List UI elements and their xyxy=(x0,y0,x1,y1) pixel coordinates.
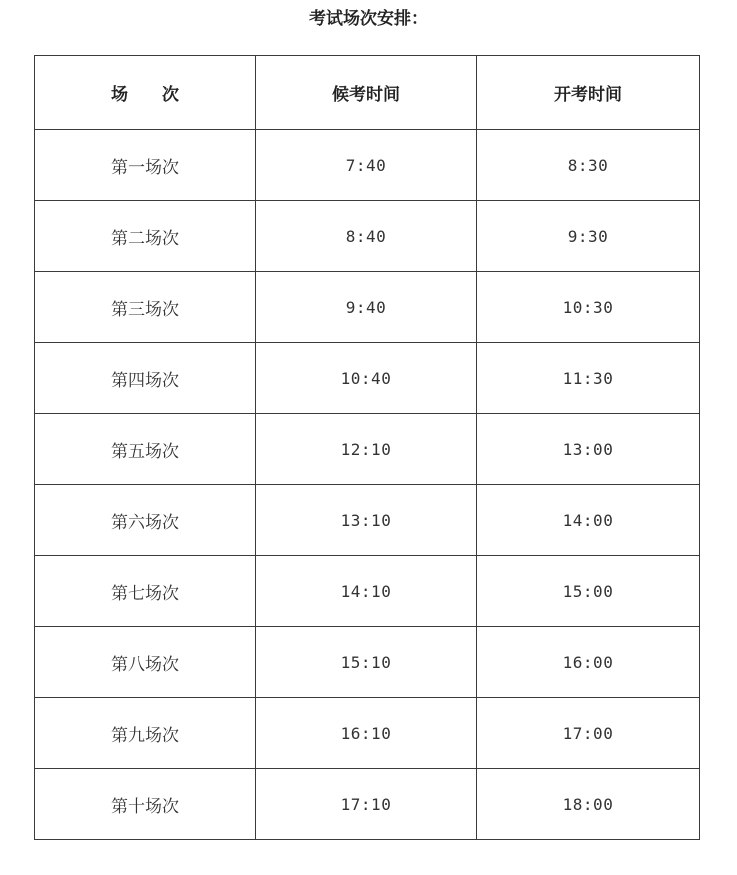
session-cell: 第六场次 xyxy=(35,485,256,556)
table-row xyxy=(35,556,700,627)
header-session-label: 场 次 xyxy=(111,85,179,105)
start-time-cell: 14:00 xyxy=(477,485,700,556)
table-row xyxy=(35,485,700,556)
header-start-time: 开考时间 xyxy=(477,56,700,130)
table-row xyxy=(35,272,700,343)
start-time-cell: 18:00 xyxy=(477,769,700,840)
table-row xyxy=(35,769,700,840)
header-waiting-time: 候考时间 xyxy=(256,56,477,130)
start-time-cell: 11:30 xyxy=(477,343,700,414)
session-cell: 第一场次 xyxy=(35,130,256,201)
session-cell: 第十场次 xyxy=(35,769,256,840)
start-time-cell: 13:00 xyxy=(477,414,700,485)
session-cell: 第三场次 xyxy=(35,272,256,343)
exam-schedule-table xyxy=(34,55,700,840)
waiting-time-cell: 12:10 xyxy=(256,414,477,485)
session-cell: 第八场次 xyxy=(35,627,256,698)
table-row xyxy=(35,414,700,485)
start-time-cell: 9:30 xyxy=(477,201,700,272)
table-row xyxy=(35,201,700,272)
table-body xyxy=(35,130,700,840)
waiting-time-cell: 7:40 xyxy=(256,130,477,201)
document-title: 考试场次安排： xyxy=(309,9,428,29)
waiting-time-cell: 17:10 xyxy=(256,769,477,840)
waiting-time-cell: 16:10 xyxy=(256,698,477,769)
session-cell: 第四场次 xyxy=(35,343,256,414)
waiting-time-cell: 9:40 xyxy=(256,272,477,343)
table-row xyxy=(35,698,700,769)
waiting-time-cell: 8:40 xyxy=(256,201,477,272)
header-session xyxy=(35,56,256,130)
session-cell: 第五场次 xyxy=(35,414,256,485)
start-time-cell: 17:00 xyxy=(477,698,700,769)
waiting-time-cell: 10:40 xyxy=(256,343,477,414)
table-header xyxy=(35,56,700,130)
session-cell: 第七场次 xyxy=(35,556,256,627)
table-row xyxy=(35,343,700,414)
table-row xyxy=(35,130,700,201)
start-time-cell: 8:30 xyxy=(477,130,700,201)
waiting-time-cell: 15:10 xyxy=(256,627,477,698)
table-row xyxy=(35,627,700,698)
waiting-time-cell: 14:10 xyxy=(256,556,477,627)
session-cell: 第二场次 xyxy=(35,201,256,272)
session-cell: 第九场次 xyxy=(35,698,256,769)
start-time-cell: 16:00 xyxy=(477,627,700,698)
start-time-cell: 10:30 xyxy=(477,272,700,343)
waiting-time-cell: 13:10 xyxy=(256,485,477,556)
header-row xyxy=(35,56,700,130)
start-time-cell: 15:00 xyxy=(477,556,700,627)
